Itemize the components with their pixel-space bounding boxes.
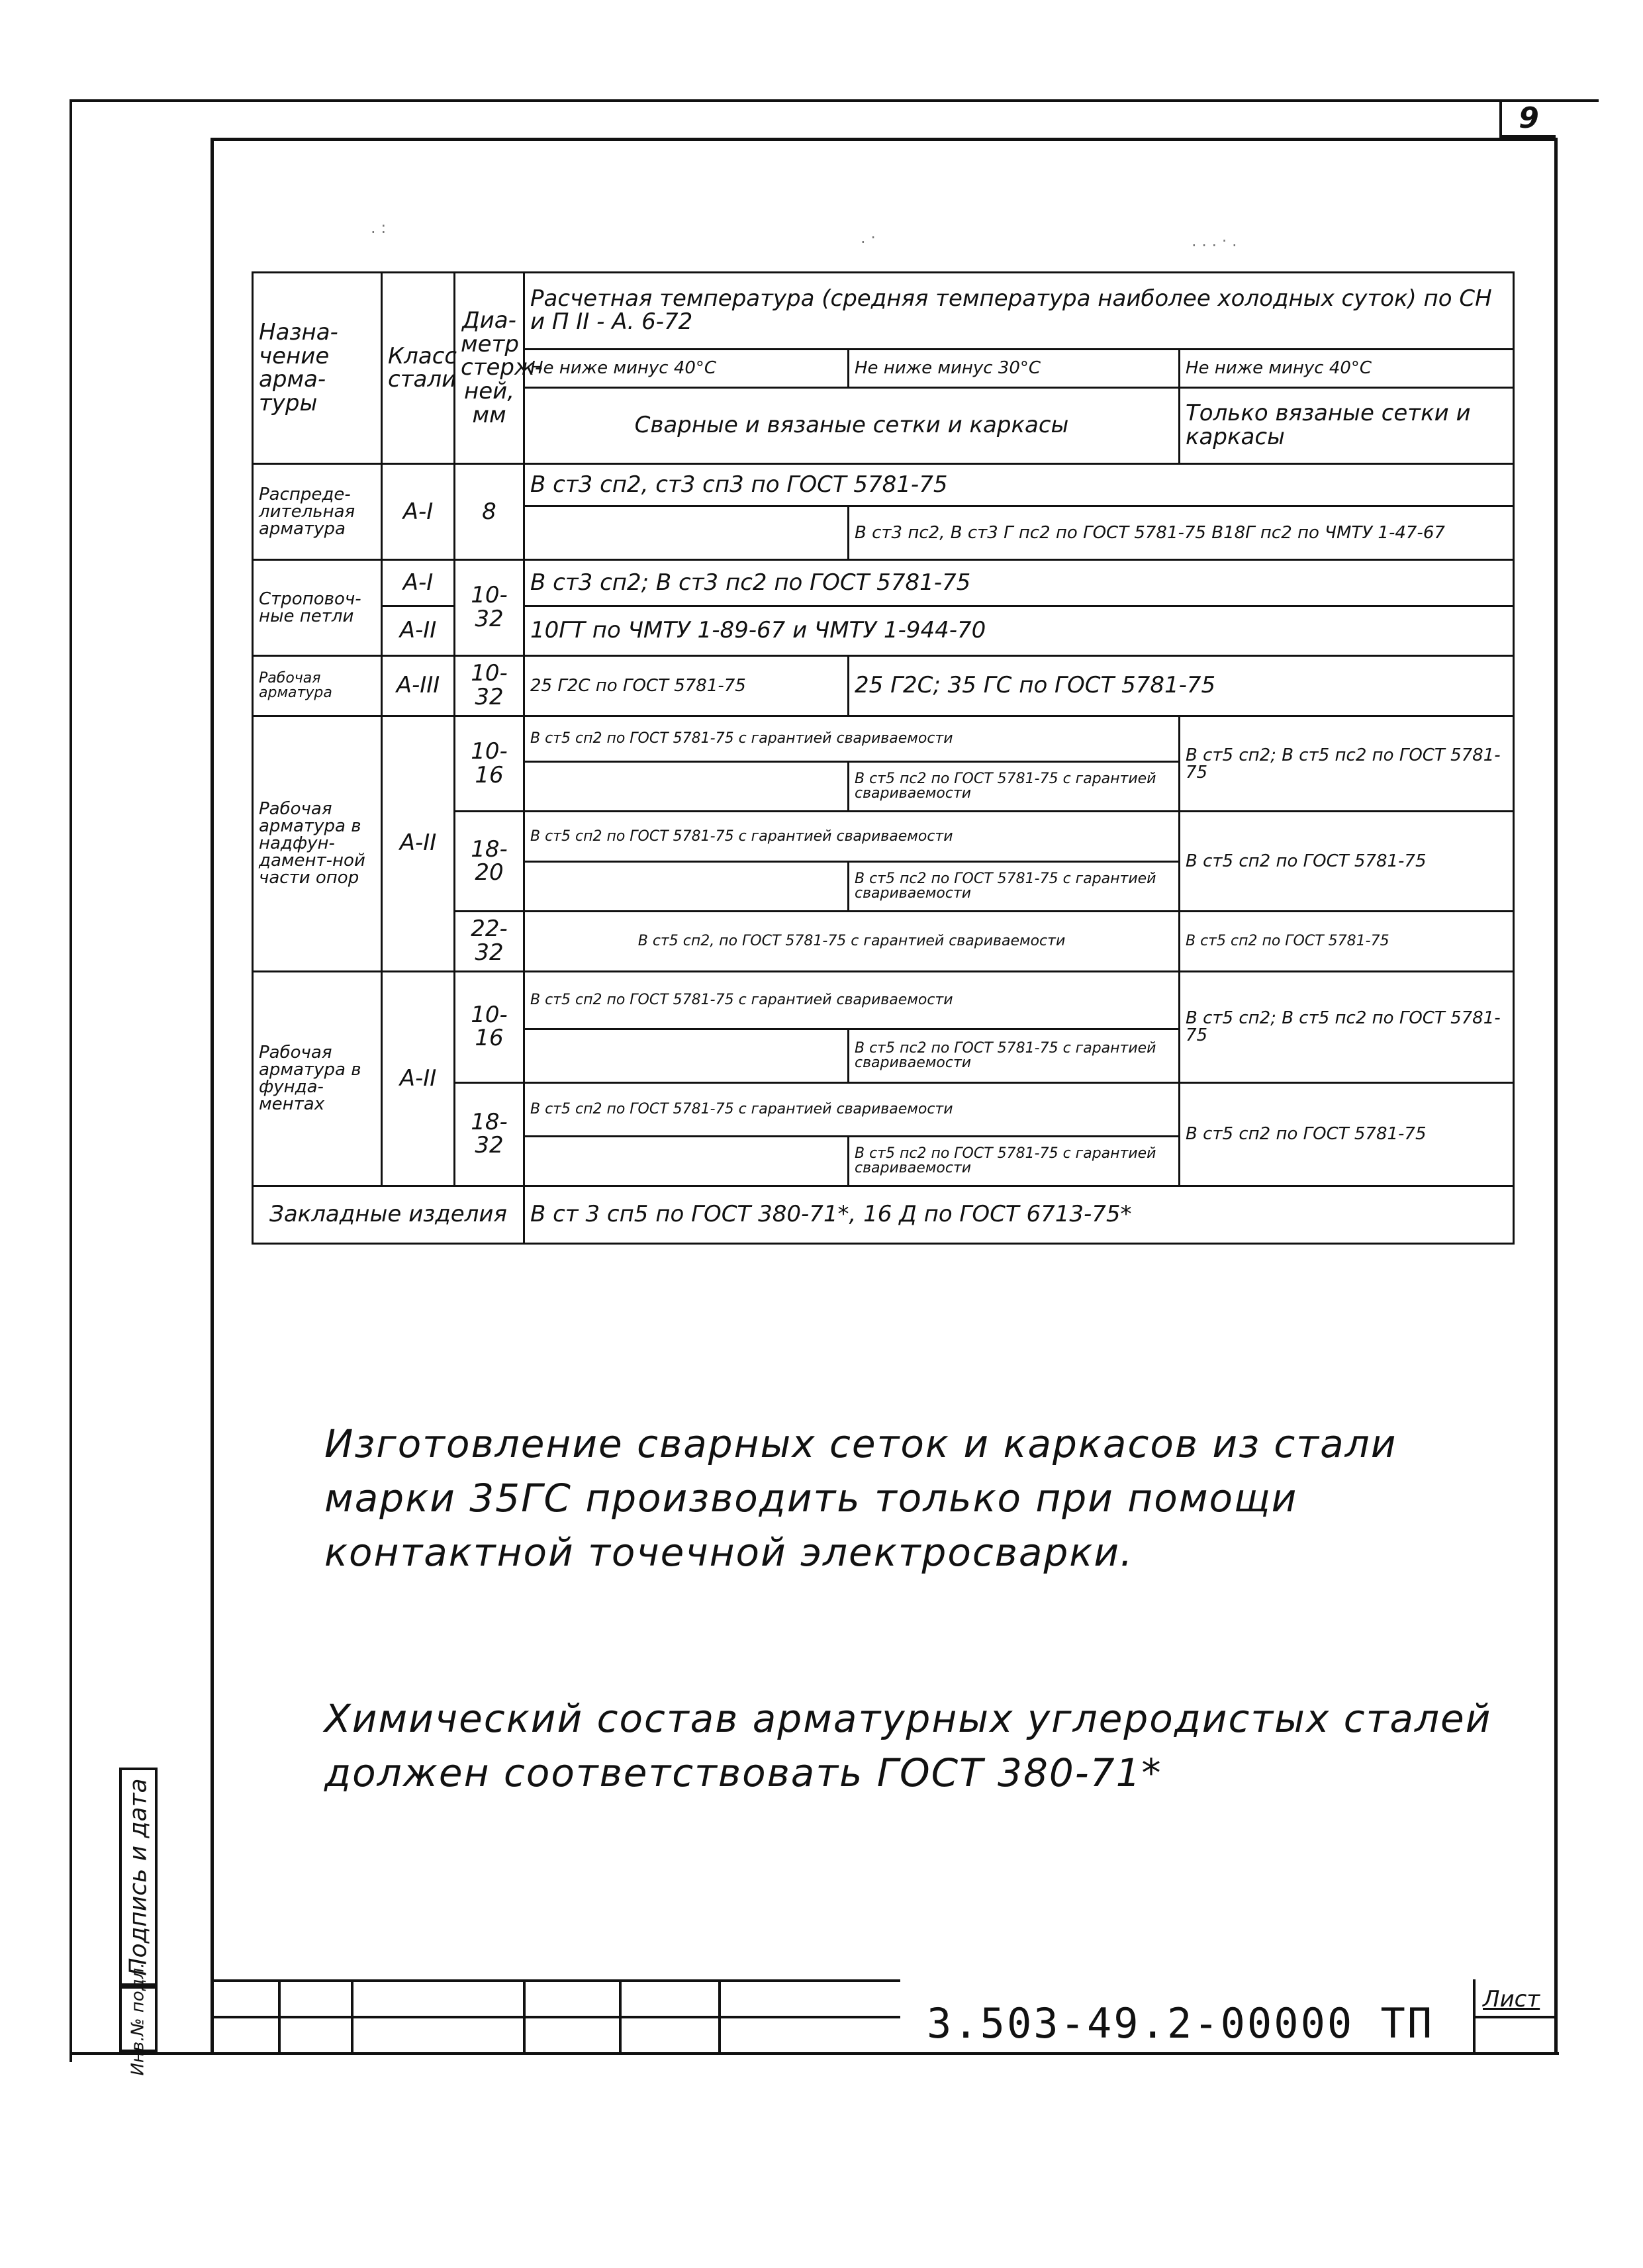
row-foundation-d2-b: В ст5 пс2 по ГОСТ 5781-75 с гарантией свариваемости xyxy=(849,1136,1180,1186)
outer-frame-top-border xyxy=(70,99,1599,102)
row-foundation-purpose: Рабочая арматура в фунда-ментах xyxy=(253,971,382,1186)
row-working3-diameter: 10-32 xyxy=(455,655,524,716)
row-above-foundation-purpose: Рабочая арматура в надфун-дамент-ной части опор xyxy=(253,716,382,971)
row-above-foundation-d3-c: В ст5 сп2 по ГОСТ 5781-75 xyxy=(1180,912,1514,972)
row-working3-cell2: 25 Г2С; 35 ГС по ГОСТ 5781-75 xyxy=(849,655,1514,716)
title-block-divider xyxy=(619,1979,622,2054)
stamp-signature-date-label: Подпись и дата xyxy=(124,1777,152,1976)
row-foundation-d2: 18-32 xyxy=(455,1082,524,1186)
frame-right-border xyxy=(1554,138,1558,2054)
scan-speck: . . . · . xyxy=(1192,232,1237,250)
title-block-divider xyxy=(718,1979,721,2054)
row-above-foundation-d1-b: В ст5 пс2 по ГОСТ 5781-75 с гарантией свариваемости xyxy=(849,762,1180,812)
row-distribution-line2: В ст3 пс2, В ст3 Г пс2 по ГОСТ 5781-75 В18Г пс2 по ЧМТУ 1-47-67 xyxy=(849,506,1514,560)
row-above-foundation-d1-empty xyxy=(524,762,849,812)
row-above-foundation-d2-a: В ст5 сп2 по ГОСТ 5781-75 с гарантией свариваемости xyxy=(524,812,1180,861)
row-above-foundation-d1-a: В ст5 сп2 по ГОСТ 5781-75 с гарантией свариваемости xyxy=(524,716,1180,761)
header-tied-only: Только вязаные сетки и каркасы xyxy=(1180,387,1514,464)
note-welding: Изготовление сварных сеток и каркасов из стали марки 35ГС производить только при помощи контактной точечной электросварки. xyxy=(324,1421,1397,1575)
scan-speck: . · xyxy=(861,228,876,247)
row-above-foundation-d2-c: В ст5 сп2 по ГОСТ 5781-75 xyxy=(1180,812,1514,912)
reinforcement-spec-table xyxy=(252,271,1515,1245)
row-above-foundation-d2-b: В ст5 пс2 по ГОСТ 5781-75 с гарантией свариваемости xyxy=(849,861,1180,911)
row-distribution-class: А-I xyxy=(382,464,455,560)
stamp-inventory xyxy=(119,1962,158,2076)
header-temp-minus30: Не ниже минус 30°С xyxy=(849,349,1180,387)
header-purpose: Назна-чение арма-туры xyxy=(253,273,382,464)
row-working3-cell1: 25 Г2С по ГОСТ 5781-75 xyxy=(524,655,849,716)
row-lifting-class2: А-II xyxy=(382,606,455,655)
row-above-foundation-d3-a: В ст5 сп2, по ГОСТ 5781-75 с гарантией свариваемости xyxy=(524,912,1180,972)
document-code: 3.503-49.2-00000 ТП xyxy=(927,1999,1434,2048)
frame-bottom-border xyxy=(70,2052,1559,2055)
row-above-foundation-d2: 18-20 xyxy=(455,812,524,912)
header-welded-cages: Сварные и вязаные сетки и каркасы xyxy=(524,387,1180,464)
sheet-label: Лист xyxy=(1483,1986,1540,2012)
row-lifting-line1: В ст3 сп2; В ст3 пс2 по ГОСТ 5781-75 xyxy=(524,560,1514,606)
header-steel-class: Класс стали xyxy=(382,273,455,464)
row-foundation-d2-c: В ст5 сп2 по ГОСТ 5781-75 xyxy=(1180,1082,1514,1186)
row-foundation-d2-a: В ст5 сп2 по ГОСТ 5781-75 с гарантией свариваемости xyxy=(524,1082,1180,1136)
row-working3-class: А-III xyxy=(382,655,455,716)
row-foundation-d1-empty xyxy=(524,1029,849,1082)
row-above-foundation-d1-c: В ст5 сп2; В ст5 пс2 по ГОСТ 5781-75 xyxy=(1180,716,1514,812)
row-lifting-class1: А-I xyxy=(382,560,455,606)
header-temperature: Расчетная температура (средняя температура наиболее холодных суток) по СН и П II - А. 6-72 xyxy=(524,273,1514,350)
row-distribution-line1: В ст3 сп2, ст3 сп3 по ГОСТ 5781-75 xyxy=(524,464,1514,506)
row-foundation-d1-b: В ст5 пс2 по ГОСТ 5781-75 с гарантией свариваемости xyxy=(849,1029,1180,1082)
row-lifting-diameter: 10-32 xyxy=(455,560,524,656)
row-lifting-line2: 10ГТ по ЧМТУ 1-89-67 и ЧМТУ 1-944-70 xyxy=(524,606,1514,655)
row-distribution-diameter: 8 xyxy=(455,464,524,560)
row-above-foundation-d3: 22-32 xyxy=(455,912,524,972)
stamp-signature-date xyxy=(119,1768,158,1986)
header-temp-minus40-a: Не ниже минус 40°С xyxy=(524,349,849,387)
frame-left-border xyxy=(211,138,214,2054)
row-embedded-purpose: Закладные изделия xyxy=(253,1186,524,1244)
row-foundation-d1-a: В ст5 сп2 по ГОСТ 5781-75 с гарантией свариваемости xyxy=(524,971,1180,1029)
row-above-foundation-class: А-II xyxy=(382,716,455,971)
stamp-inventory-label: Инв.№ подл. xyxy=(128,1962,149,2076)
row-foundation-d1-c: В ст5 сп2; В ст5 пс2 по ГОСТ 5781-75 xyxy=(1180,971,1514,1082)
row-distribution-empty xyxy=(524,506,849,560)
row-above-foundation-d1: 10-16 xyxy=(455,716,524,812)
title-block-mid-line xyxy=(212,2016,900,2018)
title-block-top-line xyxy=(212,1979,900,1982)
row-working3-purpose: Рабочая арматура xyxy=(253,655,382,716)
scan-speck: . : xyxy=(371,218,387,237)
row-foundation-d2-empty xyxy=(524,1136,849,1186)
row-foundation-d1: 10-16 xyxy=(455,971,524,1082)
frame-top-border xyxy=(212,138,1556,141)
title-block-divider xyxy=(278,1979,281,2054)
header-temp-minus40-b: Не ниже минус 40°С xyxy=(1180,349,1514,387)
header-diameter: Диа-метр стерж-ней, мм xyxy=(455,273,524,464)
row-distribution-purpose: Распреде-лительная арматура xyxy=(253,464,382,560)
title-block-divider xyxy=(351,1979,353,2054)
row-lifting-purpose: Строповоч-ные петли xyxy=(253,560,382,656)
title-block-divider xyxy=(523,1979,526,2054)
sheet-number: 9 xyxy=(1499,101,1556,138)
outer-frame-left-border xyxy=(70,99,72,2062)
row-foundation-class: А-II xyxy=(382,971,455,1186)
row-embedded-text: В ст 3 сп5 по ГОСТ 380-71*, 16 Д по ГОСТ 6713-75* xyxy=(524,1186,1514,1244)
note-chemical-composition: Химический состав арматурных углеродистых сталей должен соответствовать ГОСТ 380-71* xyxy=(324,1696,1492,1795)
row-above-foundation-d2-empty xyxy=(524,861,849,911)
title-block-sheet-line xyxy=(1473,2016,1556,2018)
